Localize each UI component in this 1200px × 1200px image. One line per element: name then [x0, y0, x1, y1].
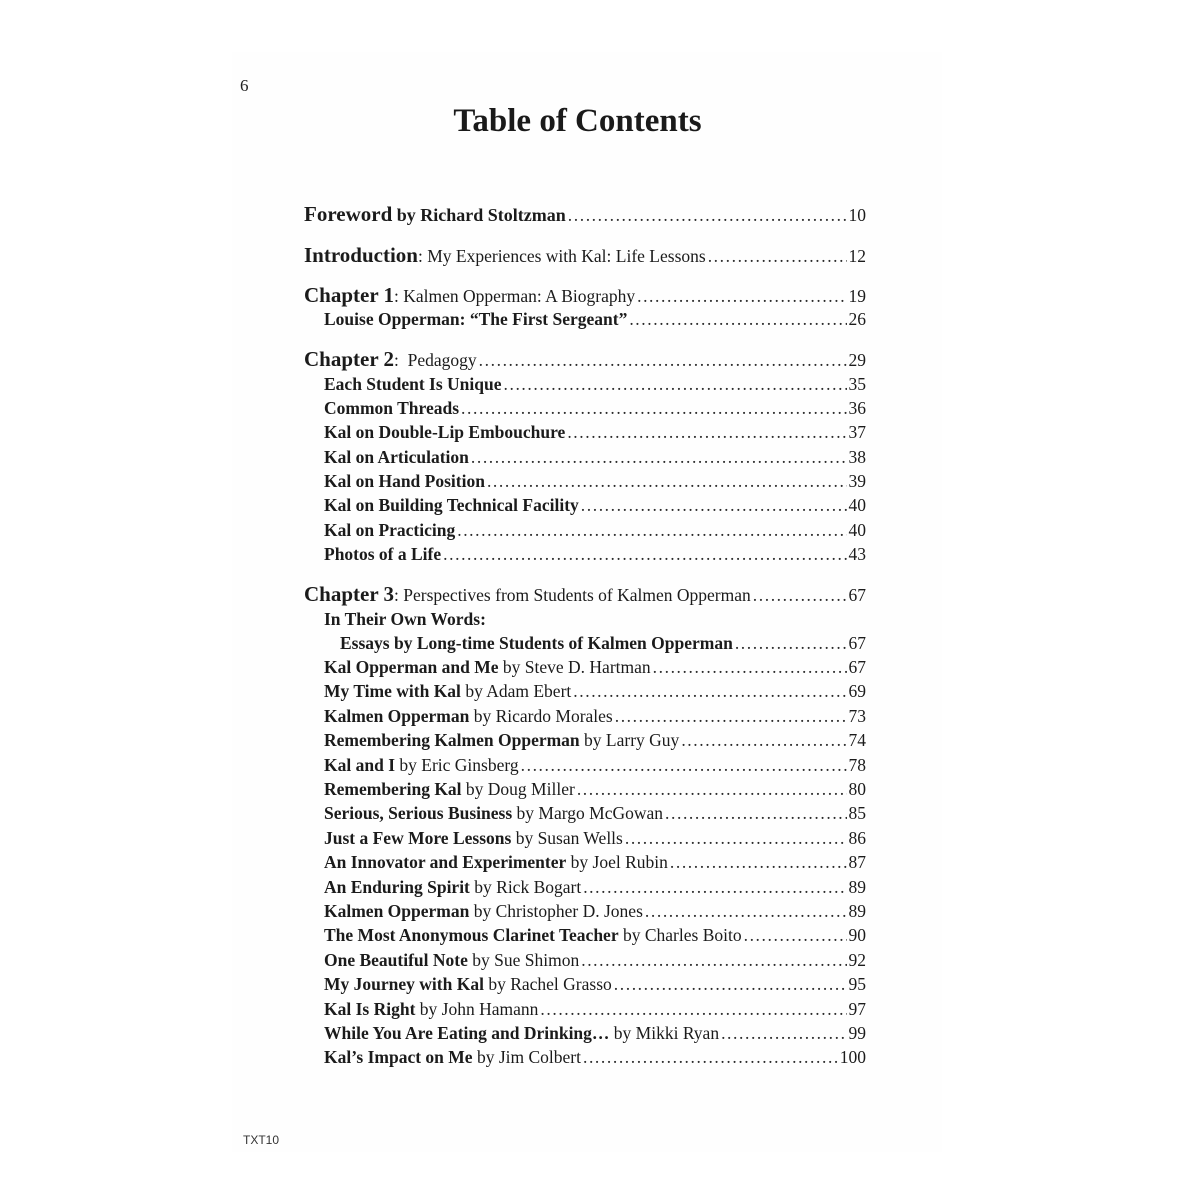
dot-leader [583, 1046, 838, 1068]
toc-item-title: Kal on Practicing [324, 520, 456, 540]
toc-item [324, 397, 866, 419]
toc-entry-foreword [304, 203, 866, 226]
toc-page-number: 95 [848, 974, 866, 995]
toc-item [324, 519, 866, 541]
toc-item-title: Photos of a Life [324, 544, 442, 564]
dot-leader [461, 397, 846, 419]
dot-leader [645, 900, 847, 922]
toc-page-number: 100 [839, 1047, 866, 1068]
toc-item [324, 308, 866, 330]
dot-leader [637, 285, 846, 307]
dot-leader [721, 1022, 846, 1044]
toc-item [324, 373, 866, 395]
toc-essay-title: An Enduring Spirit [324, 876, 470, 897]
toc-entry-chapter-3 [304, 583, 866, 606]
toc-page-number: 43 [848, 544, 866, 564]
dot-leader [567, 421, 846, 443]
toc-item [324, 446, 866, 468]
page-number: 6 [240, 76, 249, 95]
toc-essay-title: Just a Few More Lessons [324, 827, 512, 848]
toc-page-number: 12 [848, 246, 866, 266]
dot-leader [670, 851, 847, 873]
toc-entry-chapter-1 [304, 284, 866, 307]
toc-essay-author: by Steve D. Hartman [498, 657, 651, 677]
toc-page-number: 73 [848, 705, 866, 726]
toc-page-number: 40 [848, 520, 866, 540]
dot-leader [753, 584, 847, 606]
toc-page-number: 97 [848, 998, 866, 1019]
toc-essay-author: by Eric Ginsberg [395, 754, 519, 775]
toc-essay-author: by Ricardo Morales [469, 705, 613, 726]
toc-essay-entry [324, 656, 866, 678]
toc-page-number: 40 [848, 495, 866, 515]
toc-page-number: 78 [848, 754, 866, 775]
dot-leader [665, 802, 846, 824]
toc-entry-chapter-2 [304, 348, 866, 371]
toc-essay-title: The Most Anonymous Clarinet Teacher [324, 925, 619, 946]
toc-essay-title: An Innovator and Experimenter [324, 852, 567, 873]
toc-subtitle: : My Experiences with Kal: Life Lessons [417, 246, 706, 266]
toc-page-number: 26 [848, 309, 866, 329]
toc-page-number: 85 [848, 803, 866, 824]
footer-code: TXT10 [243, 1133, 280, 1147]
dot-leader [573, 680, 846, 702]
toc-page-number: 35 [848, 374, 866, 394]
toc-essay-title: Kalmen Opperman [324, 901, 470, 921]
toc-essay-title: While You Are Eating and Drinking… [324, 1023, 610, 1043]
toc-page-number: 19 [848, 286, 866, 306]
dot-leader [487, 470, 847, 492]
dot-leader [479, 349, 847, 371]
toc-page-number: 69 [848, 681, 866, 702]
dot-leader [577, 778, 847, 800]
table-of-contents [304, 0, 866, 1100]
toc-essay-entry [324, 949, 866, 971]
toc-page-number: 37 [848, 422, 866, 442]
toc-page-number: 67 [848, 657, 866, 677]
toc-heading: Chapter 1 [304, 283, 395, 307]
toc-essay-author: by Rachel Grasso [483, 974, 612, 995]
toc-heading: Introduction [304, 243, 418, 267]
toc-page-number: 29 [848, 350, 866, 370]
toc-essay-author: by Rick Bogart [469, 876, 582, 897]
toc-group-subtitle-entry [340, 632, 866, 654]
dot-leader [521, 754, 847, 776]
toc-essay-entry [324, 1022, 866, 1044]
toc-item-title: Louise Opperman: “The First Sergeant” [324, 309, 628, 329]
toc-page-number: 99 [848, 1023, 866, 1043]
toc-entry-introduction [304, 244, 866, 267]
toc-group-heading: In Their Own Words: [324, 609, 486, 629]
toc-page-number: 38 [848, 447, 866, 467]
toc-group-subtitle: Essays by Long-time Students of Kalmen Opperman [340, 633, 733, 653]
toc-essay-title: Kal Opperman and Me [324, 657, 499, 677]
toc-subtitle: : Kalmen Opperman: A Biography [394, 286, 636, 306]
toc-essay-title: Kal and I [324, 754, 395, 775]
toc-page-number: 87 [848, 852, 866, 873]
toc-essay-title: My Time with Kal [324, 681, 461, 702]
toc-essay-entry [324, 802, 866, 824]
toc-essay-entry [324, 705, 866, 727]
toc-item-title: Kal on Articulation [324, 447, 469, 467]
toc-essay-author: by Joel Rubin [566, 852, 668, 873]
toc-essay-title: Remembering Kalmen Opperman [324, 730, 580, 751]
toc-essay-entry [324, 876, 866, 898]
toc-essay-entry [324, 973, 866, 995]
toc-page-number: 89 [848, 901, 866, 921]
toc-essay-title: Kalmen Opperman [324, 705, 470, 726]
dot-leader [735, 632, 847, 654]
toc-essay-title: My Journey with Kal [324, 974, 484, 995]
dot-leader [504, 373, 847, 395]
toc-item-title: Kal on Hand Position [324, 471, 485, 491]
toc-heading: Chapter 2 [304, 347, 395, 371]
toc-essay-author: by Margo McGowan [512, 803, 664, 824]
toc-essay-author: by Mikki Ryan [609, 1023, 720, 1043]
toc-essay-entry [324, 680, 866, 702]
toc-essay-author: by Sue Shimon [467, 949, 580, 970]
toc-page-number: 90 [848, 925, 866, 946]
dot-leader [540, 998, 846, 1020]
toc-heading: Foreword [304, 202, 393, 226]
toc-essay-entry [324, 729, 866, 751]
dot-leader [457, 519, 846, 541]
toc-essay-author: by Charles Boito [618, 925, 742, 946]
toc-essay-entry [324, 778, 866, 800]
toc-item-title: Common Threads [324, 398, 460, 418]
dot-leader [581, 494, 847, 516]
toc-item-title: Kal on Double-Lip Embouchure [324, 422, 566, 442]
dot-leader [583, 876, 846, 898]
toc-essay-author: by Christopher D. Jones [469, 901, 643, 921]
toc-author: by Richard Stoltzman [392, 205, 566, 225]
toc-essay-author: by Larry Guy [579, 730, 680, 751]
toc-essay-title: Kal Is Right [324, 998, 416, 1019]
toc-essay-entry [324, 851, 866, 873]
toc-page-number: 10 [848, 205, 866, 225]
dot-leader [581, 949, 846, 971]
toc-essay-entry [324, 1046, 866, 1068]
dot-leader [471, 446, 847, 468]
toc-essay-author: by John Hamann [415, 998, 539, 1019]
toc-page-number: 92 [848, 949, 866, 970]
toc-essay-entry [324, 754, 866, 776]
toc-essay-title: Remembering Kal [324, 779, 462, 799]
toc-page-number: 36 [848, 398, 866, 418]
toc-essay-entry [324, 900, 866, 922]
dot-leader [629, 308, 846, 330]
toc-subtitle: : Pedagogy [394, 350, 477, 370]
dot-leader [708, 245, 847, 267]
toc-essay-author: by Jim Colbert [472, 1047, 581, 1068]
toc-essay-entry [324, 924, 866, 946]
dot-leader [653, 656, 847, 678]
dot-leader [625, 827, 847, 849]
toc-page-number: 89 [848, 876, 866, 897]
toc-page-number: 80 [848, 779, 866, 799]
dot-leader [443, 543, 846, 565]
toc-subtitle: : Perspectives from Students of Kalmen Opperman [394, 585, 751, 605]
toc-essay-author: by Doug Miller [461, 779, 575, 799]
toc-page-number: 67 [848, 585, 866, 605]
dot-leader [681, 729, 846, 751]
toc-essay-author: by Adam Ebert [460, 681, 572, 702]
toc-essay-entry [324, 998, 866, 1020]
toc-item-title: Kal on Building Technical Facility [324, 495, 579, 515]
dot-leader [568, 204, 847, 226]
page-title: Table of Contents [453, 103, 702, 139]
toc-essay-author: by Susan Wells [511, 827, 623, 848]
toc-item [324, 494, 866, 516]
toc-page-number: 74 [848, 730, 866, 751]
toc-item [324, 470, 866, 492]
toc-heading: Chapter 3 [304, 582, 395, 606]
toc-page-number: 86 [848, 827, 866, 848]
toc-essay-title: Serious, Serious Business [324, 803, 513, 824]
toc-page-number: 39 [848, 471, 866, 491]
toc-item [324, 421, 866, 443]
toc-essay-title: Kal’s Impact on Me [324, 1047, 473, 1068]
dot-leader [744, 924, 847, 946]
dot-leader [615, 705, 847, 727]
dot-leader [614, 973, 847, 995]
toc-item [324, 543, 866, 565]
toc-group-title [324, 608, 866, 630]
toc-item-title: Each Student Is Unique [324, 374, 502, 394]
toc-essay-title: One Beautiful Note [324, 949, 468, 970]
toc-essay-entry [324, 827, 866, 849]
toc-page-number: 67 [848, 633, 866, 653]
